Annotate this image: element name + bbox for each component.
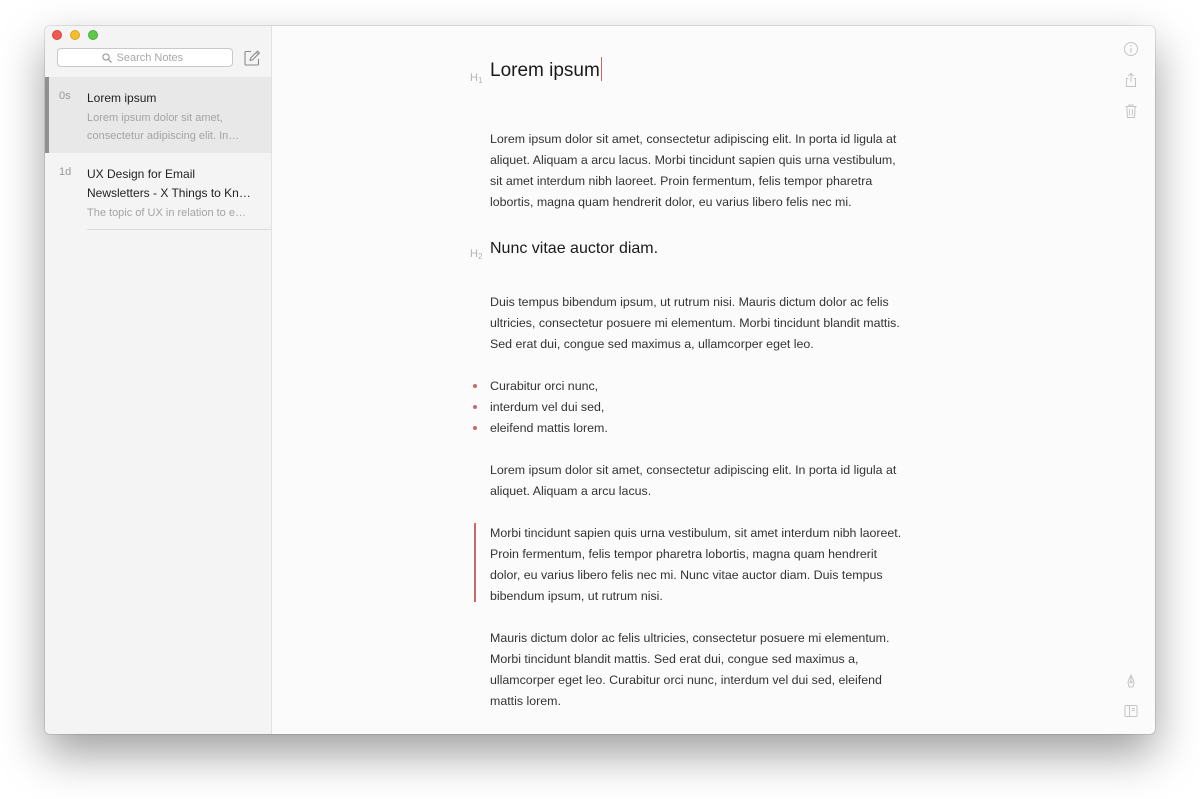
sidebar	[45, 26, 272, 734]
bullet-dot	[473, 384, 477, 388]
close-window-button[interactable]	[52, 30, 62, 40]
note-item-ux-design[interactable]	[45, 153, 271, 230]
delete-button[interactable]	[1123, 103, 1139, 119]
heading-2[interactable]	[470, 235, 945, 263]
heading-2-text: Nunc vitae auctor diam.	[490, 240, 659, 257]
new-note-button[interactable]	[242, 48, 262, 68]
bullet-dot	[473, 405, 477, 409]
paragraph-2[interactable]: Duis tempus bibendum ipsum, ut rutrum nisi. Mauris dictum dolor ac felis ultricies, consectetur posuere mi elementum. Morbi tincidunt blandit mattis. Sed erat dui, congue sed maximus a, ullamcorper eget leo.	[490, 295, 900, 351]
info-icon	[1123, 41, 1139, 57]
note-preview	[87, 205, 251, 223]
paragraph-4[interactable]: Mauris dictum dolor ac felis ultricies, consectetur posuere mi elementum. Morbi tincidunt blandit mattis. Sed erat dui, congue sed maximus a, ullamcorper eget leo. Curabitur orci nunc, interdum vel dui sed, eleifend mattis lorem.	[490, 631, 890, 708]
list-item[interactable]: eleifend mattis lorem.	[490, 418, 945, 439]
share-button[interactable]	[1123, 72, 1139, 88]
list-item[interactable]: Curabitur orci nunc,	[490, 376, 945, 397]
compose-icon	[243, 49, 261, 67]
paragraph-1[interactable]: Lorem ipsum dolor sit amet, consectetur adipiscing elit. In porta id ligula at aliquet. Aliquam a arcu lacus. Morbi tincidunt sapien quis urna vestibulum, sit amet interdum nibh laoreet. Proin fermentum, felis tempor pharetra lobortis, magna quam hendrerit dolor, eu varius libero felis nec mi.	[490, 132, 897, 209]
heading-1-text: Lorem ipsum	[490, 60, 600, 81]
note-preview	[87, 110, 251, 145]
search-input[interactable]	[117, 52, 189, 64]
h1-marker: $H_1$	[470, 72, 483, 85]
h2-marker: $H_2$	[470, 248, 483, 261]
heading-1[interactable]	[470, 56, 945, 86]
blockquote[interactable]	[490, 523, 945, 607]
app-window	[45, 26, 1155, 734]
share-icon	[1123, 72, 1139, 88]
minimize-window-button[interactable]	[70, 30, 80, 40]
zoom-window-button[interactable]	[88, 30, 98, 40]
note-preview-line: consectetur adipiscing elit. In…	[87, 129, 240, 142]
list-divider	[87, 229, 271, 230]
editor[interactable]	[272, 26, 1155, 734]
edit-mode-button[interactable]	[1123, 673, 1139, 689]
search-icon	[102, 53, 112, 63]
note-item-lorem-ipsum[interactable]	[45, 77, 271, 153]
paragraph-3[interactable]: Lorem ipsum dolor sit amet, consectetur adipiscing elit. In porta id ligula at aliquet. Aliquam a arcu lacus.	[490, 463, 897, 498]
text-caret	[601, 57, 603, 81]
search-field[interactable]	[57, 48, 233, 67]
blockquote-bar	[474, 523, 476, 602]
note-content[interactable]	[470, 56, 945, 712]
list-item[interactable]: interdum vel dui sed,	[490, 397, 945, 418]
note-age: 0s	[59, 90, 71, 102]
bullet-dot	[473, 426, 477, 430]
trash-icon	[1123, 103, 1139, 119]
pen-icon	[1123, 673, 1139, 689]
note-title-line: UX Design for Email	[87, 167, 196, 181]
note-list	[45, 77, 271, 230]
info-button[interactable]	[1123, 41, 1139, 57]
note-title	[87, 165, 257, 203]
note-preview-line: The topic of UX in relation to e…	[87, 207, 246, 219]
preview-icon	[1123, 703, 1139, 719]
blockquote-text: Morbi tincidunt sapien quis urna vestibulum, sit amet interdum nibh laoreet. Proin fermentum, felis tempor pharetra lobortis, magna quam hendrerit dolor, eu varius libero felis nec mi. Nunc vitae auctor diam. Duis tempus bibendum ipsum, ut rutrum nisi.	[490, 526, 902, 603]
bullet-list[interactable]	[490, 376, 945, 439]
preview-mode-button[interactable]	[1123, 703, 1139, 719]
note-preview-line: Lorem ipsum dolor sit amet,	[87, 112, 223, 124]
window-controls	[52, 30, 98, 40]
note-age: 1d	[59, 166, 72, 178]
note-title: Lorem ipsum	[87, 91, 157, 105]
note-title-line: Newsletters - X Things to Kn…	[87, 186, 251, 200]
